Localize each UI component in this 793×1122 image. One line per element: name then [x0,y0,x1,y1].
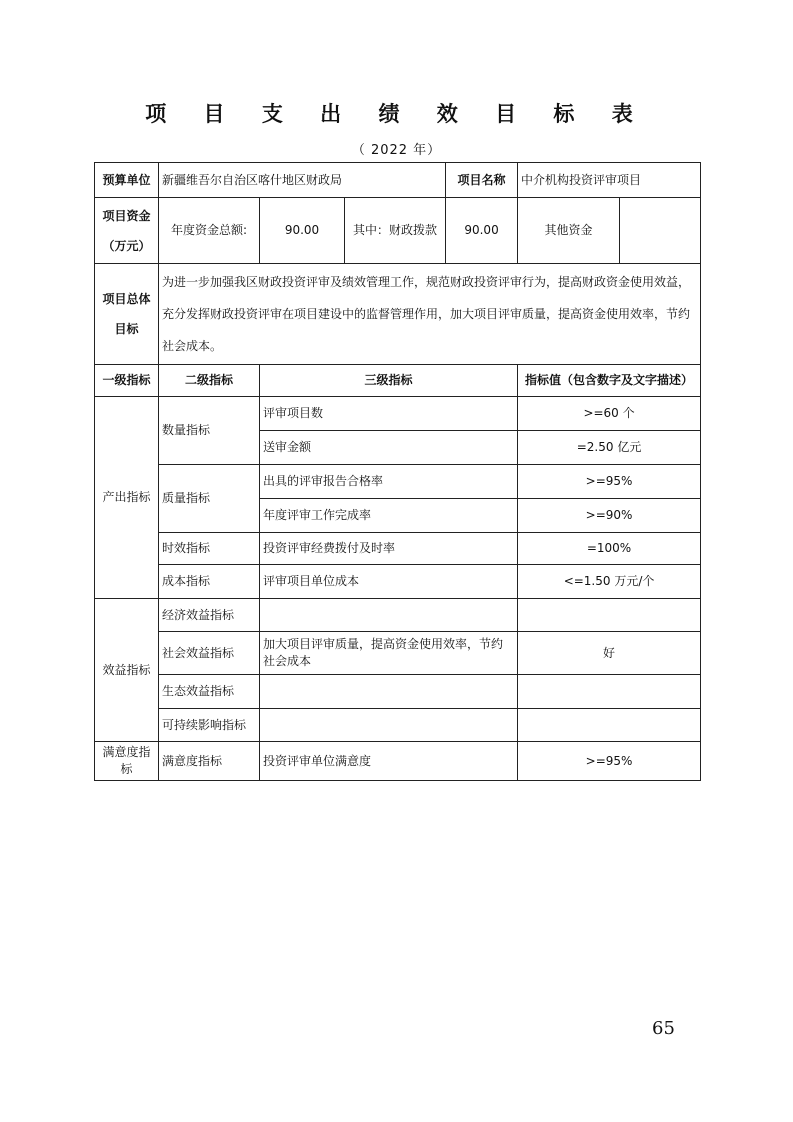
indicator-value: >=60 个 [518,397,701,431]
quantity-label: 数量指标 [159,397,260,465]
indicator-value: 好 [518,632,701,675]
project-name-label: 项目名称 [446,163,518,198]
benefit-label: 效益指标 [95,599,159,742]
indicator-value: <=1.50 万元/个 [518,565,701,599]
page-number: 65 [652,1018,675,1039]
output-label: 产出指标 [95,397,159,599]
year-label: （ 2022 年） [351,143,442,158]
indicator-value [518,599,701,632]
indicator-value: >=95% [518,465,701,499]
fiscal-label: 其中：财政拨款 [345,198,446,264]
indicator-name: 评审项目单位成本 [260,565,518,599]
goal-text: 为进一步加强我区财政投资评审及绩效管理工作，规范财政投资评审行为，提高财政资金使用效益，充分发挥财政投资评审在项目建设中的监督管理作用，加大项目评审质量，提高资金使用效率，节约社会成本。 [159,264,701,365]
indicator-value: =100% [518,533,701,565]
indicator-name: 加大项目评审质量，提高资金使用效率，节约社会成本 [260,632,518,675]
column-level3: 三级指标 [260,365,518,397]
economic-label: 经济效益指标 [159,599,260,632]
page-title: 项 目 支 出 绩 效 目 标 表 [145,102,648,126]
indicator-name: 投资评审单位满意度 [260,742,518,781]
indicator-value [518,675,701,709]
satisfaction-sub-label: 满意度指标 [159,742,260,781]
annual-total-value: 90.00 [260,198,345,264]
performance-table [94,162,701,781]
indicator-name: 出具的评审报告合格率 [260,465,518,499]
budget-unit-value: 新疆维吾尔自治区喀什地区财政局 [159,163,446,198]
time-label: 时效指标 [159,533,260,565]
funds-label: 项目资金（万元） [95,198,159,264]
indicator-name: 送审金额 [260,431,518,465]
other-funds-label: 其他资金 [518,198,620,264]
eco-label: 生态效益指标 [159,675,260,709]
column-level1: 一级指标 [95,365,159,397]
project-name-value: 中介机构投资评审项目 [518,163,701,198]
fiscal-value: 90.00 [446,198,518,264]
indicator-name: 评审项目数 [260,397,518,431]
other-funds-value [620,198,701,264]
quality-label: 质量指标 [159,465,260,533]
indicator-value: >=95% [518,742,701,781]
goal-label: 项目总体目标 [95,264,159,365]
indicator-name: 年度评审工作完成率 [260,499,518,533]
sustain-label: 可持续影响指标 [159,709,260,742]
indicator-value [518,709,701,742]
column-level2: 二级指标 [159,365,260,397]
social-label: 社会效益指标 [159,632,260,675]
budget-unit-label: 预算单位 [95,163,159,198]
indicator-name: 投资评审经费拨付及时率 [260,533,518,565]
cost-label: 成本指标 [159,565,260,599]
indicator-name [260,599,518,632]
indicator-name [260,675,518,709]
column-value: 指标值（包含数字及文字描述） [518,365,701,397]
annual-total-label: 年度资金总额: [159,198,260,264]
indicator-value: =2.50 亿元 [518,431,701,465]
indicator-name [260,709,518,742]
indicator-value: >=90% [518,499,701,533]
satisfaction-label: 满意度指标 [95,742,159,781]
